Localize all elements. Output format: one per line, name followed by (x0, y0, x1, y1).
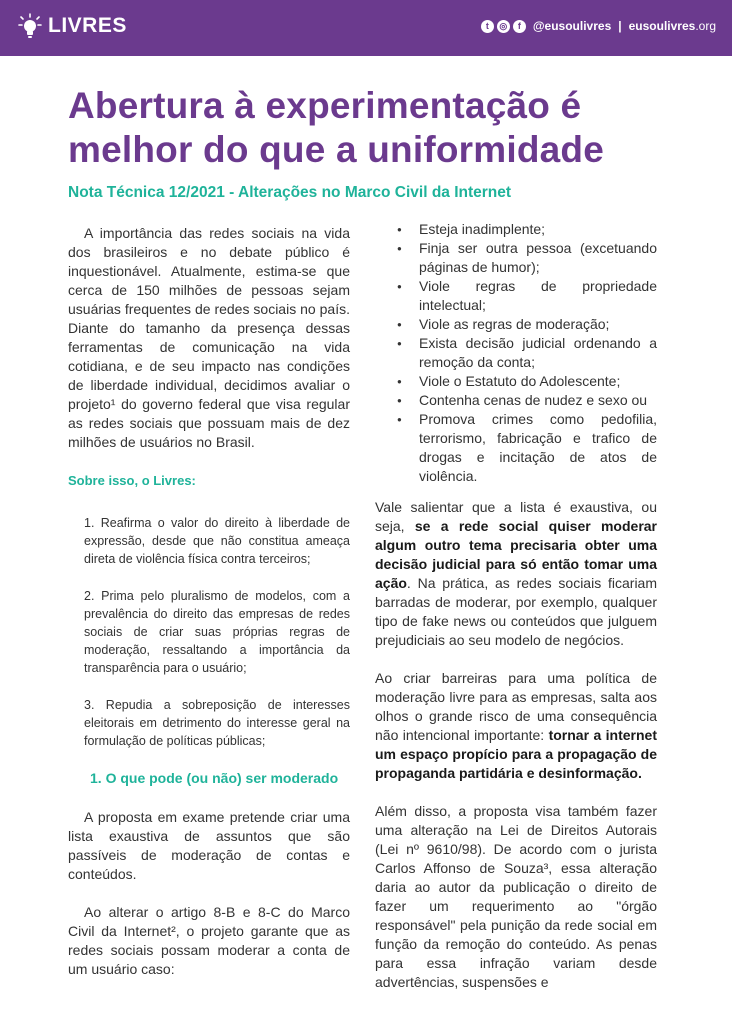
list-item: ● Viole o Estatuto do Adolescente; (397, 372, 657, 391)
paragraph-exhaustive (375, 498, 657, 650)
list-item: ● Viole regras de propriedade intelectual; (397, 277, 657, 315)
twitter-icon[interactable]: t (481, 20, 494, 33)
list-item: ● Promova crimes como pedofilia, terrorismo, fabricação e trafico de drogas e incitação de atos de violência. (397, 410, 657, 486)
section-label: Sobre isso, o Livres: (68, 473, 196, 488)
facebook-icon[interactable]: f (513, 20, 526, 33)
lightbulb-icon (18, 13, 42, 39)
document-subtitle: Nota Técnica 12/2021 - Alterações no Marco Civil da Internet (68, 184, 512, 201)
section-heading: 1. O que pode (ou não) ser moderado (90, 770, 339, 786)
text-run: Vale salientar que a lista é exaustiva, ou seja, (375, 499, 657, 534)
social-handle[interactable]: @eusoulivres (532, 19, 612, 33)
list-item: ● Contenha cenas de nudez e sexo ou (397, 391, 657, 410)
list-item: ● Esteja inadimplente; (397, 220, 657, 239)
paragraph-barriers (375, 669, 657, 783)
bold-emphasis: se a rede social quiser moderar algum outro tema precisaria obter uma decisão judicial para só então tomar uma ação (375, 518, 657, 591)
text-run: . Na prática, as redes sociais ficariam barradas de moderar, por exemplo, qualquer tipo de fake news ou conteúdos que julguem prejudiciais ao seu modelo de negócios. (375, 575, 657, 648)
brand-name: LIVRES (48, 14, 127, 37)
bold-emphasis: tornar a internet um espaço propício para a propagação de propaganda partidária e desinformação. (375, 727, 658, 781)
right-column (375, 220, 657, 1011)
list-item: ● Viole as regras de moderação; (397, 315, 657, 334)
social-links (481, 16, 716, 36)
livres-logo[interactable] (18, 12, 127, 40)
list-item: ● Exista decisão judicial ordenando a remoção da conta; (397, 334, 657, 372)
list-item: ● Finja ser outra pessoa (excetuando páginas de humor); (397, 239, 657, 277)
moderation-criteria-list (375, 220, 657, 486)
site-link[interactable] (629, 19, 716, 33)
document-title: Abertura à experimentação é melhor do que a uniformidade (68, 85, 604, 170)
site-suffix: .org (695, 19, 716, 33)
header-bar (0, 0, 732, 56)
intro-paragraph: A importância das redes sociais na vida dos brasileiros e no debate público é inquestionável. Atualmente, estima-se que cerca de 150 milhões de pessoas sejam usuárias frequentes de redes sociais no país. Diante do tamanho da presença dessas ferramentas de comunicação na vida cotidiana, e de seu impacto nas condições de liberdade individual, decidimos avaliar o projeto¹ do governo federal que visa regular as redes sociais que possuam mais de dez milhões de usuários no Brasil. (68, 225, 350, 450)
text-run: Ao criar barreiras para uma política de moderação livre para as empresas, salta aos olhos o grande risco de uma consequência não intencional importante: (375, 670, 657, 743)
instagram-icon[interactable]: ◎ (497, 20, 510, 33)
paragraph-proposal: A proposta em exame pretende criar uma lista exaustiva de assuntos que são passíveis de moderação de contas e conteúdos. (68, 809, 350, 882)
site-name: eusoulivres (628, 19, 696, 33)
point-1: 1. Reafirma o valor do direito à liberdade de expressão, desde que não constitua ameaça direta de violência física contra terceiros; (84, 516, 350, 566)
header-separator: | (618, 19, 622, 33)
point-2: 2. Prima pelo pluralismo de modelos, com a prevalência do direito das empresas de redes sociais de criar suas próprias regras de moderação, ressaltando a importância da transparência para o usuário; (84, 589, 350, 675)
point-3: 3. Repudia a sobreposição de interesses eleitorais em detrimento do interesse geral na formulação de políticas públicas; (84, 698, 350, 748)
paragraph-copyright: Além disso, a proposta visa também fazer uma alteração na Lei de Direitos Autorais (Lei nº 9610/98). De acordo com o jurista Carlos Affonso de Souza³, essa alteração daria ao autor da publicação o direito de fazer um requerimento ao "órgão responsável" pela punição da rede social em função da remoção do conteúdo. As penas para essa infração variam desde advertências, suspensões e (375, 803, 657, 990)
paragraph-articles: Ao alterar o artigo 8-B e 8-C do Marco Civil da Internet², o projeto garante que as redes sociais possam moderar a conta de um usuário caso: (68, 904, 350, 977)
left-column (68, 224, 350, 998)
